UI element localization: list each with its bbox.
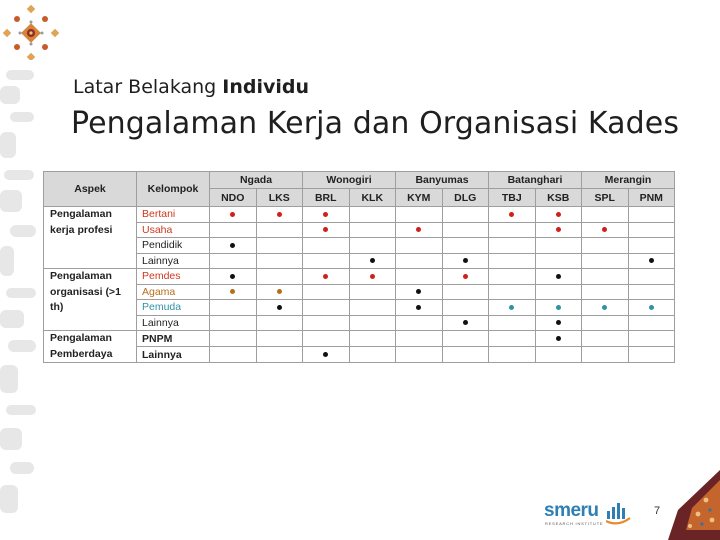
header-column: PNM [628, 189, 675, 207]
slide-subtitle [73, 76, 309, 98]
logo-tagline: RESEARCH INSTITUTE [545, 521, 604, 526]
kelompok-cell: Pemuda [137, 300, 210, 316]
cell-brl [303, 238, 350, 254]
dot-marker [649, 258, 654, 263]
cell-pnm [628, 300, 675, 316]
cell-brl [303, 315, 350, 331]
cell-spl [582, 315, 629, 331]
cell-dlg [442, 269, 489, 285]
dot-marker [416, 227, 421, 232]
table-row [44, 269, 675, 285]
kelompok-cell: Lainnya [137, 253, 210, 269]
dot-marker [556, 212, 561, 217]
cell-lks [256, 300, 303, 316]
cell-tbj [489, 300, 536, 316]
cell-spl [582, 284, 629, 300]
cell-dlg [442, 331, 489, 347]
cell-klk [349, 331, 396, 347]
dot-marker [230, 243, 235, 248]
cell-tbj [489, 269, 536, 285]
header-column: KSB [535, 189, 582, 207]
cell-kym [396, 300, 443, 316]
header-group: Wonogiri [303, 172, 396, 189]
cell-ndo [210, 269, 257, 285]
cell-klk [349, 347, 396, 363]
cell-brl [303, 300, 350, 316]
table-row [44, 222, 675, 238]
cell-kym [396, 269, 443, 285]
header-column: TBJ [489, 189, 536, 207]
cell-ndo [210, 238, 257, 254]
dot-marker [602, 305, 607, 310]
header-column: BRL [303, 189, 350, 207]
kelompok-cell: Pendidik [137, 238, 210, 254]
cell-kym [396, 347, 443, 363]
header-column: SPL [582, 189, 629, 207]
batik-ornament-icon [0, 0, 60, 60]
cell-brl [303, 207, 350, 223]
cell-ndo [210, 207, 257, 223]
table-row [44, 238, 675, 254]
dot-marker [463, 274, 468, 279]
cell-spl [582, 300, 629, 316]
kelompok-cell: Agama [137, 284, 210, 300]
cell-ksb [535, 331, 582, 347]
cell-ndo [210, 347, 257, 363]
header-group: Banyumas [396, 172, 489, 189]
cell-kym [396, 331, 443, 347]
cell-tbj [489, 238, 536, 254]
cell-lks [256, 269, 303, 285]
kelompok-cell: Pemdes [137, 269, 210, 285]
cell-spl [582, 269, 629, 285]
smeru-logo-icon [606, 501, 632, 525]
cell-pnm [628, 222, 675, 238]
cell-brl [303, 269, 350, 285]
cell-kym [396, 207, 443, 223]
cell-spl [582, 331, 629, 347]
logo-name: smeru [544, 500, 599, 521]
cell-ksb [535, 269, 582, 285]
dot-marker [370, 274, 375, 279]
cell-kym [396, 315, 443, 331]
aspect-label: Pengalaman Pemberdaya [44, 331, 137, 363]
dot-marker [509, 212, 514, 217]
experience-table [43, 171, 675, 363]
table-row [44, 253, 675, 269]
cell-pnm [628, 207, 675, 223]
cell-klk [349, 222, 396, 238]
cell-tbj [489, 207, 536, 223]
cell-ksb [535, 300, 582, 316]
cell-pnm [628, 238, 675, 254]
cell-dlg [442, 347, 489, 363]
cell-kym [396, 284, 443, 300]
dot-marker [556, 320, 561, 325]
cell-tbj [489, 222, 536, 238]
cell-ksb [535, 284, 582, 300]
cell-ndo [210, 253, 257, 269]
cell-ksb [535, 222, 582, 238]
dot-marker [230, 289, 235, 294]
cell-spl [582, 253, 629, 269]
cell-spl [582, 238, 629, 254]
cell-lks [256, 222, 303, 238]
dot-marker [323, 352, 328, 357]
cell-lks [256, 207, 303, 223]
dot-marker [556, 305, 561, 310]
cell-tbj [489, 331, 536, 347]
slide-title: Pengalaman Kerja dan Organisasi Kades [71, 106, 680, 141]
cell-klk [349, 207, 396, 223]
cell-klk [349, 315, 396, 331]
kelompok-cell: Lainnya [137, 347, 210, 363]
cell-pnm [628, 331, 675, 347]
dot-marker [463, 320, 468, 325]
dot-marker [277, 212, 282, 217]
cell-klk [349, 238, 396, 254]
cell-pnm [628, 347, 675, 363]
cell-tbj [489, 253, 536, 269]
cell-ksb [535, 347, 582, 363]
cell-dlg [442, 300, 489, 316]
cell-brl [303, 347, 350, 363]
dot-marker [230, 212, 235, 217]
cell-dlg [442, 284, 489, 300]
dot-marker [277, 305, 282, 310]
dot-marker [556, 274, 561, 279]
table-row [44, 331, 675, 347]
kelompok-cell: Bertani [137, 207, 210, 223]
cell-ksb [535, 207, 582, 223]
cell-klk [349, 253, 396, 269]
header-column: KLK [349, 189, 396, 207]
header-column: LKS [256, 189, 303, 207]
dot-marker [230, 274, 235, 279]
cell-tbj [489, 347, 536, 363]
table-row [44, 347, 675, 363]
dot-marker [370, 258, 375, 263]
cell-pnm [628, 269, 675, 285]
dot-marker [277, 289, 282, 294]
cell-tbj [489, 284, 536, 300]
dot-marker [416, 289, 421, 294]
aspect-label: Pengalaman organisasi (>1 th) [44, 269, 137, 331]
cell-tbj [489, 315, 536, 331]
batik-corner-ornament-icon [668, 470, 720, 540]
aspect-label: Pengalaman kerja profesi [44, 207, 137, 269]
cell-brl [303, 331, 350, 347]
cell-spl [582, 347, 629, 363]
smeru-logo [544, 500, 634, 528]
dot-marker [323, 227, 328, 232]
decorative-side-pattern [0, 60, 48, 540]
page-number: 7 [654, 505, 661, 517]
cell-dlg [442, 253, 489, 269]
dot-marker [649, 305, 654, 310]
cell-kym [396, 238, 443, 254]
cell-lks [256, 331, 303, 347]
kelompok-cell: PNPM [137, 331, 210, 347]
cell-kym [396, 253, 443, 269]
cell-pnm [628, 253, 675, 269]
cell-ndo [210, 315, 257, 331]
cell-brl [303, 284, 350, 300]
header-group: Batanghari [489, 172, 582, 189]
cell-ksb [535, 315, 582, 331]
cell-spl [582, 207, 629, 223]
dot-marker [416, 305, 421, 310]
cell-ksb [535, 238, 582, 254]
cell-klk [349, 269, 396, 285]
cell-brl [303, 222, 350, 238]
header-kelompok: Kelompok [137, 172, 210, 207]
dot-marker [509, 305, 514, 310]
table-row [44, 284, 675, 300]
header-group: Merangin [582, 172, 675, 189]
cell-ksb [535, 253, 582, 269]
cell-ndo [210, 222, 257, 238]
table-row [44, 315, 675, 331]
cell-pnm [628, 284, 675, 300]
cell-klk [349, 284, 396, 300]
kelompok-cell: Usaha [137, 222, 210, 238]
cell-kym [396, 222, 443, 238]
dot-marker [556, 336, 561, 341]
header-column: DLG [442, 189, 489, 207]
dot-marker [323, 274, 328, 279]
cell-lks [256, 315, 303, 331]
table-row [44, 300, 675, 316]
cell-klk [349, 300, 396, 316]
header-column: NDO [210, 189, 257, 207]
header-group: Ngada [210, 172, 303, 189]
subtitle-text: Latar Belakang [73, 76, 223, 98]
cell-ndo [210, 300, 257, 316]
cell-pnm [628, 315, 675, 331]
table-row [44, 207, 675, 223]
cell-spl [582, 222, 629, 238]
cell-lks [256, 253, 303, 269]
cell-ndo [210, 284, 257, 300]
cell-dlg [442, 238, 489, 254]
dot-marker [463, 258, 468, 263]
cell-dlg [442, 207, 489, 223]
cell-ndo [210, 331, 257, 347]
cell-lks [256, 347, 303, 363]
dot-marker [323, 212, 328, 217]
cell-brl [303, 253, 350, 269]
dot-marker [556, 227, 561, 232]
cell-lks [256, 238, 303, 254]
header-aspek: Aspek [44, 172, 137, 207]
kelompok-cell: Lainnya [137, 315, 210, 331]
header-column: KYM [396, 189, 443, 207]
cell-lks [256, 284, 303, 300]
cell-dlg [442, 315, 489, 331]
cell-dlg [442, 222, 489, 238]
subtitle-bold-text: Individu [222, 76, 310, 98]
dot-marker [602, 227, 607, 232]
